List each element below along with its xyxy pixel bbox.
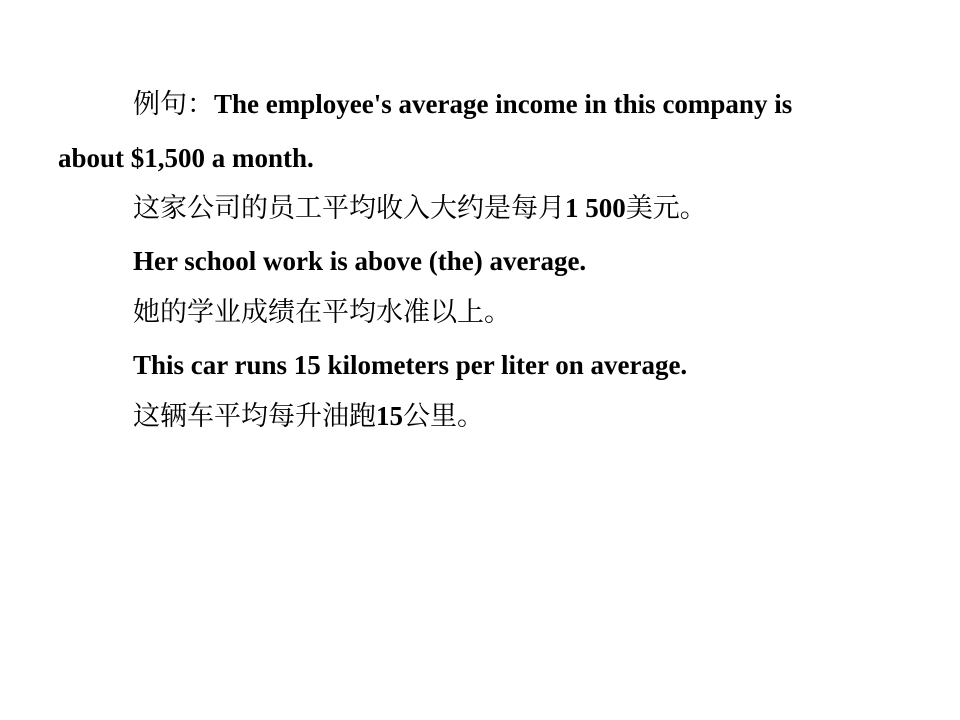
translation-1-number: 1 500 [565, 193, 626, 223]
example-sentence-3: This car runs 15 kilometers per liter on average. [133, 350, 688, 380]
translation-2: 她的学业成绩在平均水准以上。 [133, 297, 511, 327]
translation-1-text-a: 这家公司的员工平均收入大约是每月 [133, 193, 565, 223]
translation-3-number: 15 [376, 401, 403, 431]
translation-1-text-b: 美元。 [625, 193, 707, 223]
example-label: 例句： [133, 89, 214, 119]
translation-3 [133, 400, 484, 432]
example-sentence-2: Her school work is above (the) average. [133, 246, 587, 276]
translation-3-text-b: 公里。 [403, 401, 484, 431]
example-sentence-1-line-1 [133, 88, 792, 120]
translation-1 [133, 192, 707, 224]
example-sentence-1-part-1: The employee's average income in this company is [214, 89, 793, 119]
example-sentence-1-line-2: about $1,500 a month. [58, 143, 314, 173]
translation-3-text-a: 这辆车平均每升油跑 [133, 401, 376, 431]
